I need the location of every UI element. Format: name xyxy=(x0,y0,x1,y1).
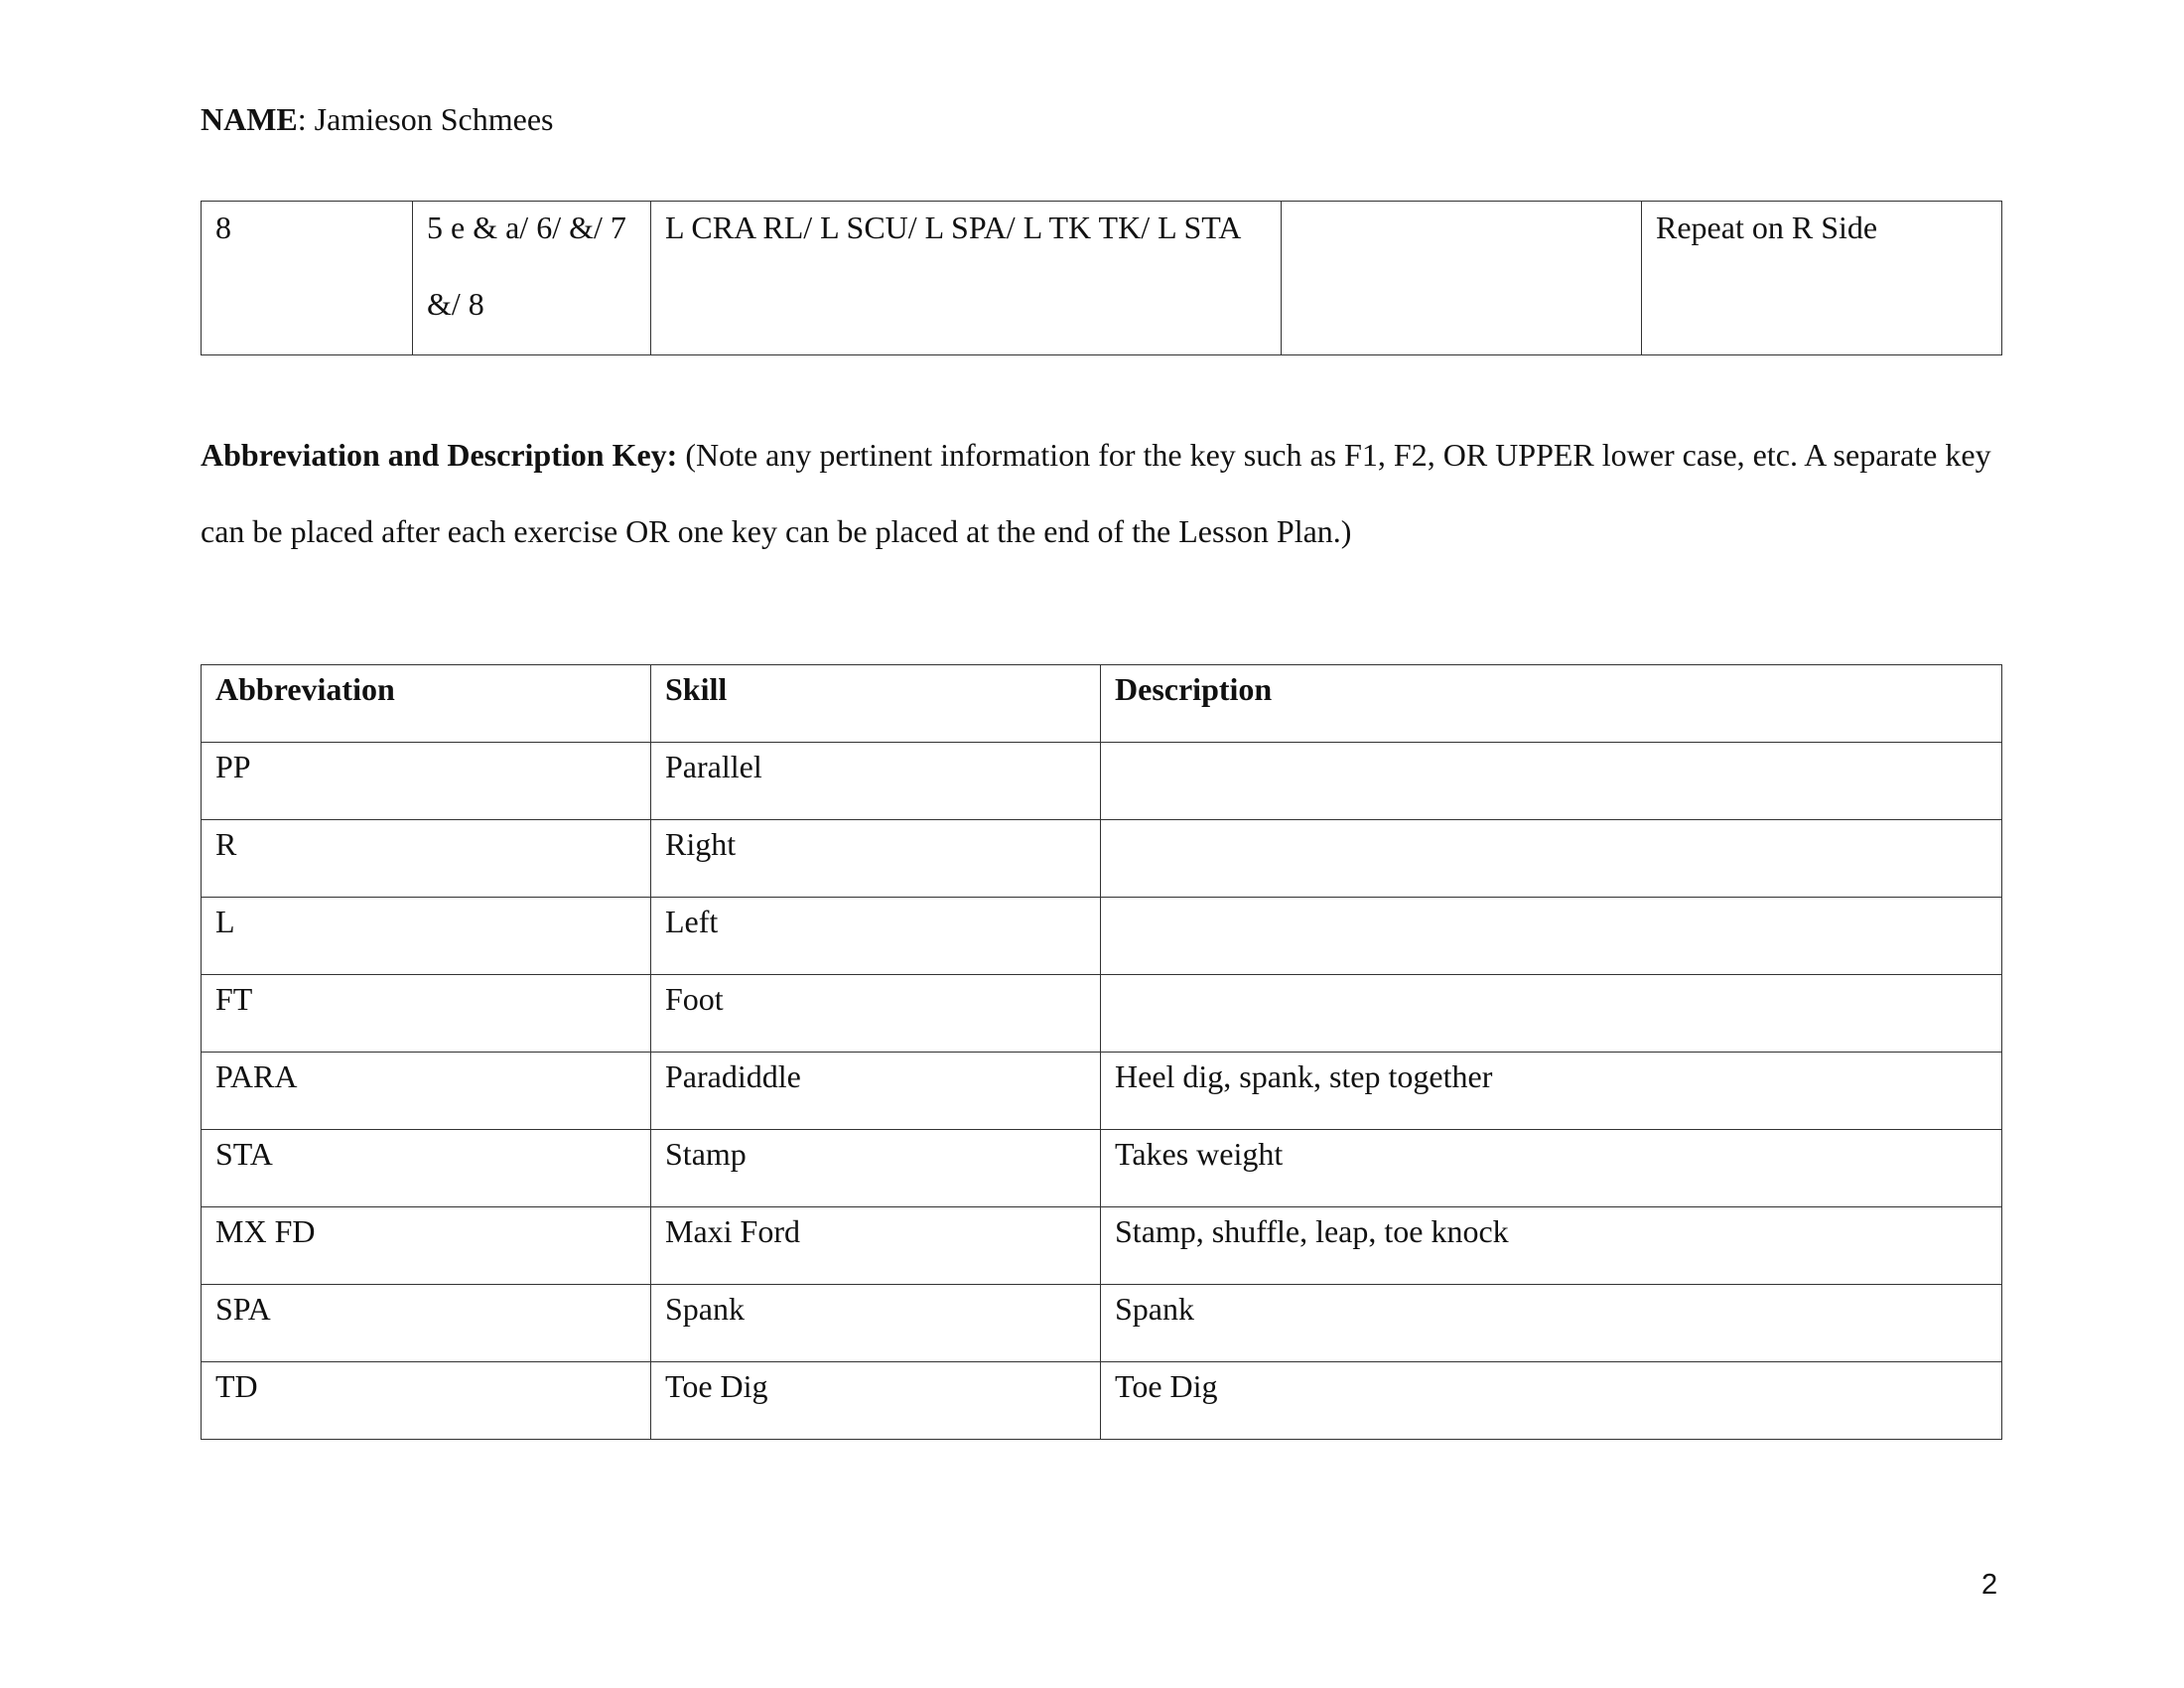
exercise-notes-cell: Repeat on R Side xyxy=(1642,202,2002,355)
header-description: Description xyxy=(1101,665,2002,743)
exercise-row xyxy=(202,202,2002,355)
exercise-count-cell: 8 xyxy=(202,202,413,355)
description-cell: Toe Dig xyxy=(1115,1368,1218,1404)
table-row xyxy=(202,975,2002,1053)
table-row xyxy=(202,1130,2002,1207)
table-row xyxy=(202,1207,2002,1285)
student-name-line xyxy=(201,97,554,141)
skill-cell: Paradiddle xyxy=(665,1058,801,1094)
name-value: : Jamieson Schmees xyxy=(297,101,554,137)
page-number: 2 xyxy=(1981,1569,1998,1601)
table-row xyxy=(202,1285,2002,1362)
skill-cell: Maxi Ford xyxy=(665,1213,800,1249)
abbreviation-cell: L xyxy=(215,904,235,939)
name-label: NAME xyxy=(201,101,298,137)
skill-cell: Parallel xyxy=(665,749,762,784)
table-row xyxy=(202,1362,2002,1440)
skill-cell: Spank xyxy=(665,1291,745,1327)
abbreviation-cell: TD xyxy=(215,1368,258,1404)
header-skill: Skill xyxy=(651,665,1101,743)
description-cell: Spank xyxy=(1115,1291,1194,1327)
skill-cell: Foot xyxy=(665,981,724,1017)
key-table-header xyxy=(202,665,2002,743)
key-heading: Abbreviation and Description Key: xyxy=(201,437,678,473)
table-row xyxy=(202,898,2002,975)
abbreviation-cell: MX FD xyxy=(215,1213,316,1249)
description-cell: Heel dig, spank, step together xyxy=(1115,1058,1493,1094)
key-instructions xyxy=(201,417,2017,570)
abbreviation-cell: R xyxy=(215,826,237,862)
abbreviation-key-table xyxy=(201,664,2002,1440)
skill-cell: Stamp xyxy=(665,1136,747,1172)
exercise-steps-cell: L CRA RL/ L SCU/ L SPA/ L TK TK/ L STA xyxy=(651,202,1282,355)
abbreviation-cell: FT xyxy=(215,981,253,1017)
exercise-counts-cell: 5 e & a/ 6/ &/ 7 &/ 8 xyxy=(413,202,651,355)
exercise-empty-cell xyxy=(1282,202,1642,355)
abbreviation-cell: PP xyxy=(215,749,251,784)
skill-cell: Toe Dig xyxy=(665,1368,768,1404)
key-instructions-text: (Note any pertinent information for the key such as F1, F2, OR UPPER lower case, etc. A separate key can be placed after each exercise OR one key can be placed at the end of the Lesson Plan.) xyxy=(201,437,1991,549)
abbreviation-cell: PARA xyxy=(215,1058,298,1094)
table-row xyxy=(202,1053,2002,1130)
exercise-row-table xyxy=(201,201,2002,355)
description-cell: Takes weight xyxy=(1115,1136,1284,1172)
abbreviation-cell: SPA xyxy=(215,1291,271,1327)
skill-cell: Right xyxy=(665,826,737,862)
abbreviation-cell: STA xyxy=(215,1136,273,1172)
header-abbreviation: Abbreviation xyxy=(202,665,651,743)
table-row xyxy=(202,743,2002,820)
table-row xyxy=(202,820,2002,898)
skill-cell: Left xyxy=(665,904,719,939)
description-cell: Stamp, shuffle, leap, toe knock xyxy=(1115,1213,1509,1249)
